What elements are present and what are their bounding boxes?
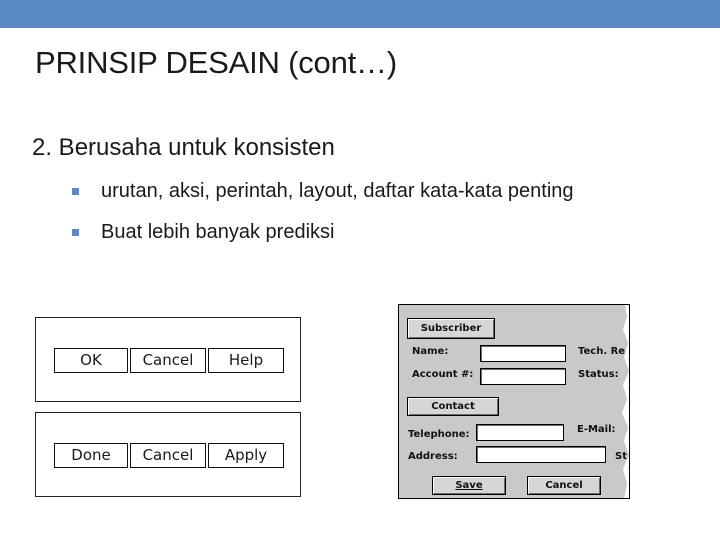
tech-rep-label: Tech. Re bbox=[578, 346, 626, 357]
dialog-mockup-done-cancel-apply bbox=[35, 412, 301, 497]
name-label: Name: bbox=[412, 346, 449, 357]
address-field[interactable] bbox=[476, 446, 606, 463]
subscriber-button[interactable]: Subscriber bbox=[407, 318, 495, 339]
slide-title: PRINSIP DESAIN (cont…) bbox=[35, 45, 397, 80]
apply-button[interactable]: Apply bbox=[208, 443, 284, 468]
main-point: 2. Berusaha untuk konsisten bbox=[32, 134, 335, 161]
status-label: Status: bbox=[578, 369, 619, 380]
bullet-square-icon bbox=[72, 188, 79, 195]
state-label: St bbox=[615, 451, 627, 462]
email-label: E-Mail: bbox=[577, 424, 616, 435]
torn-edge bbox=[621, 305, 630, 499]
dialog-mockup-ok-cancel-help bbox=[35, 317, 301, 402]
account-field[interactable] bbox=[480, 368, 566, 385]
form-mockup bbox=[398, 304, 630, 499]
save-button[interactable]: Save bbox=[432, 476, 506, 495]
done-button[interactable]: Done bbox=[54, 443, 128, 468]
name-field[interactable] bbox=[480, 345, 566, 362]
bullet-item bbox=[72, 221, 334, 244]
cancel-button[interactable]: Cancel bbox=[130, 348, 206, 373]
account-label: Account #: bbox=[412, 369, 474, 380]
bullet-square-icon bbox=[72, 229, 79, 236]
cancel-button[interactable]: Cancel bbox=[130, 443, 206, 468]
ok-button[interactable]: OK bbox=[54, 348, 128, 373]
address-label: Address: bbox=[408, 451, 458, 462]
top-accent-bar bbox=[0, 0, 720, 28]
bullet-item bbox=[72, 180, 574, 203]
contact-button[interactable]: Contact bbox=[407, 397, 499, 416]
telephone-label: Telephone: bbox=[408, 429, 470, 440]
bullet-text: Buat lebih banyak prediksi bbox=[101, 221, 335, 243]
help-button[interactable]: Help bbox=[208, 348, 284, 373]
cancel-button[interactable]: Cancel bbox=[527, 476, 601, 495]
telephone-field[interactable] bbox=[476, 424, 564, 441]
bullet-text: urutan, aksi, perintah, layout, daftar kata-kata penting bbox=[101, 180, 574, 202]
